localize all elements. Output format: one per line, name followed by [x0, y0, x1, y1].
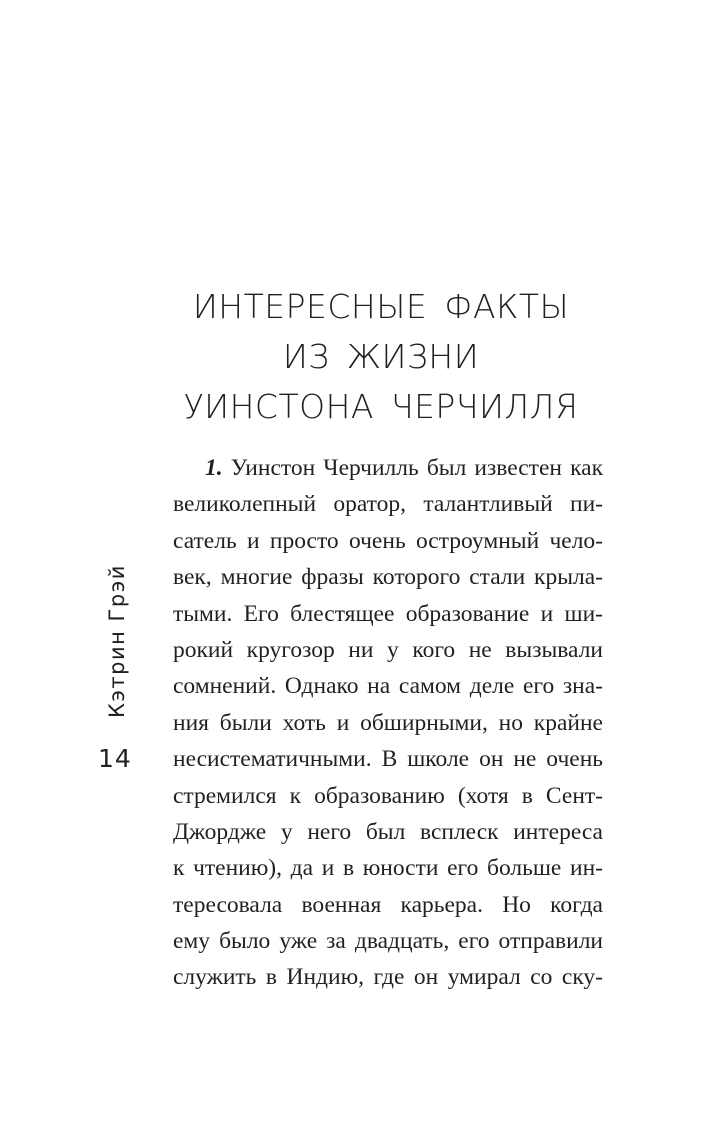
text-line: несистематичными. В школе он не очень — [173, 746, 603, 773]
text-line: тыми. Его блестящее образование и ши- — [173, 600, 603, 627]
text-line: служить в Индию, где он умирал со ску- — [173, 964, 603, 991]
chapter-title-line: ИНТЕРЕСНЫЕ ФАКТЫ — [192, 287, 570, 326]
chapter-title — [170, 282, 592, 432]
text-line — [173, 450, 603, 486]
text-line: великолепный оратор, талантливый пи- — [173, 491, 603, 518]
chapter-title-line: ИЗ ЖИЗНИ — [282, 337, 480, 376]
page-number: 14 — [98, 744, 132, 773]
text-line: к чтению), да и в юности его больше ин- — [173, 855, 603, 882]
text-line: сомнений. Однако на самом деле его зна- — [173, 673, 603, 700]
text-line: стремился к образованию (хотя в Сент- — [173, 782, 603, 809]
item-number: 1. — [205, 455, 223, 481]
chapter-title-line: УИНСТОНА ЧЕРЧИЛЛЯ — [183, 387, 579, 426]
text-line: тересовала военная карьера. Но когда — [173, 891, 603, 918]
text-line: Джордже у него был всплеск интереса — [173, 818, 603, 845]
body-paragraph — [173, 450, 603, 996]
text-line: рокий кругозор ни у кого не вызывали — [173, 636, 603, 663]
text-line: век, многие фразы которого стали крыла- — [173, 564, 603, 591]
text-line: ему было уже за двадцать, его отправили — [173, 928, 603, 955]
text-line-content: Уинстон Черчилль был известен как — [222, 455, 603, 481]
text-line: сатель и просто очень остроумный чело- — [173, 527, 603, 554]
running-head-author: Кэтрин Грэй — [105, 564, 129, 718]
text-line: ния были хоть и обширными, но крайне — [173, 709, 603, 736]
